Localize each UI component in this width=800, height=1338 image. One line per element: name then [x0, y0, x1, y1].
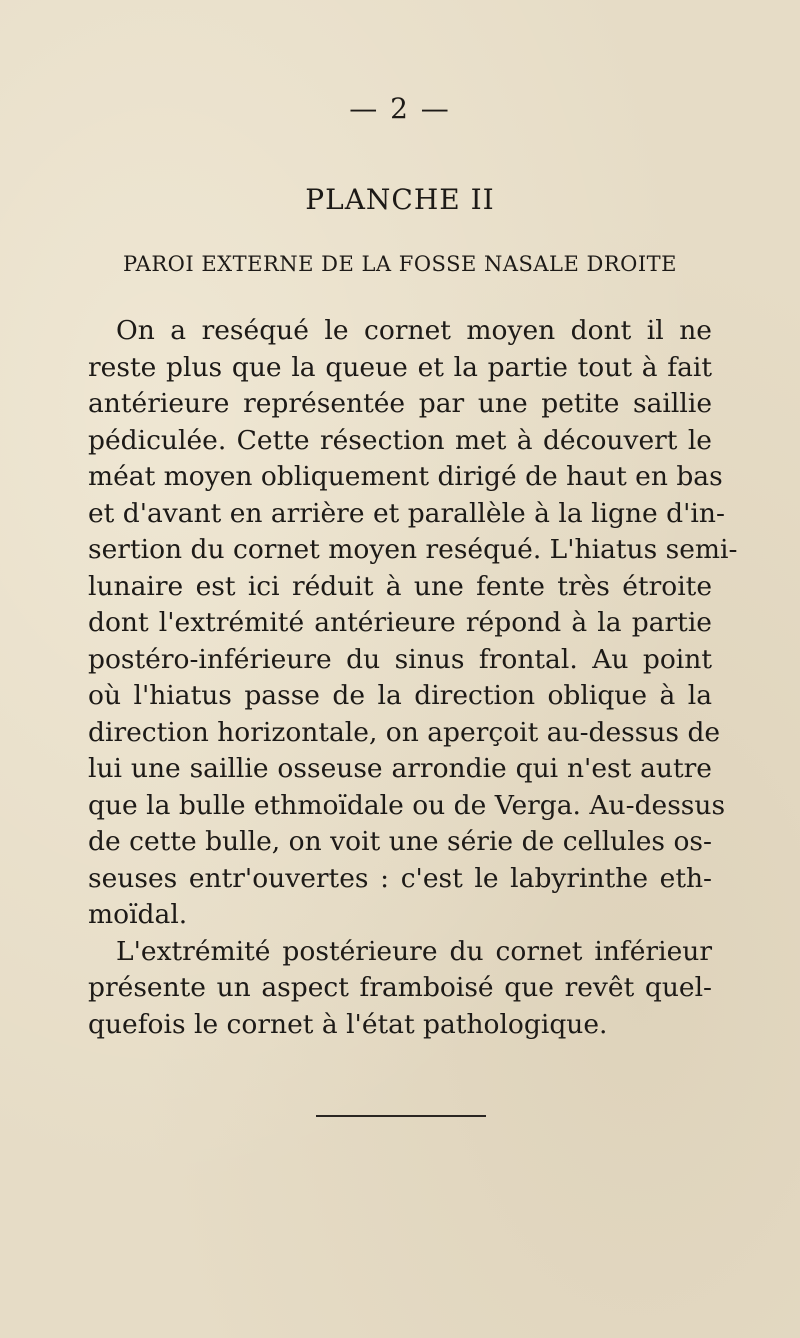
- paragraph-2: [88, 934, 712, 1044]
- plate-title: PLANCHE II: [305, 183, 495, 216]
- text-line: et d'avant en arrière et parallèle à la ligne d'in-: [88, 497, 725, 529]
- text-line: sertion du cornet moyen reséqué. L'hiatus semi-: [88, 534, 738, 565]
- text-line: méat moyen obliquement dirigé de haut en bas: [88, 461, 723, 492]
- text-line: pédiculée. Cette résection met à découvert le: [88, 424, 712, 456]
- text-line: On a reséqué le cornet moyen dont il ne: [116, 315, 712, 346]
- text-line: où l'hiatus passe de la direction oblique à la: [88, 680, 712, 711]
- text-line: reste plus que la queue et la partie tout à fait: [88, 351, 712, 383]
- text-line: quefois le cornet à l'état pathologique.: [88, 1008, 608, 1040]
- paragraph-1: [88, 313, 738, 934]
- text-line: que la bulle ethmoïdale ou de Verga. Au-dessus: [88, 789, 726, 821]
- text-line: direction horizontale, on aperçoit au-dessus de: [88, 716, 721, 748]
- page-number: — 2 —: [349, 92, 451, 125]
- text-line: seuses entr'ouvertes : c'est le labyrinthe eth-: [88, 862, 712, 894]
- text-line: de cette bulle, on voit une série de cellules os-: [88, 826, 712, 857]
- text-line: L'extrémité postérieure du cornet inférieur: [116, 935, 712, 967]
- text-line: dont l'extrémité antérieure répond à la partie: [88, 607, 712, 638]
- body-text: [88, 313, 738, 1043]
- text-line: lui une saillie osseuse arrondie qui n'est autre: [88, 753, 712, 784]
- text-line: lunaire est ici réduit à une fente très étroite: [88, 570, 712, 602]
- text-line: postéro-inférieure du sinus frontal. Au point: [88, 643, 712, 675]
- text-line: présente un aspect framboisé que revêt quel-: [88, 972, 712, 1003]
- section-end-rule: [316, 1115, 486, 1117]
- text-line: moïdal.: [88, 899, 188, 930]
- text-line: antérieure représentée par une petite saillie: [88, 388, 712, 419]
- plate-subtitle: PAROI EXTERNE DE LA FOSSE NASALE DROITE: [122, 252, 678, 276]
